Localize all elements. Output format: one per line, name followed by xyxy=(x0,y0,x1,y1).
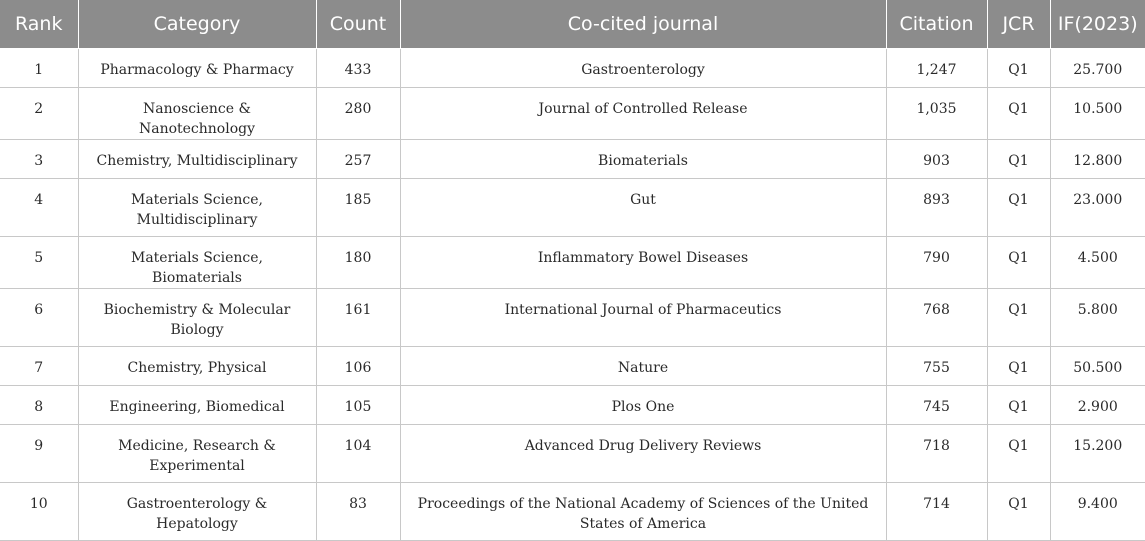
table-row xyxy=(0,139,1145,178)
cell-count: 105 xyxy=(316,385,400,424)
cell-journal: Plos One xyxy=(400,385,886,424)
cell-if: 12.800 xyxy=(1050,139,1145,178)
cell-category: Chemistry, Physical xyxy=(78,346,316,385)
cell-jcr: Q1 xyxy=(987,87,1050,139)
cell-jcr: Q1 xyxy=(987,424,1050,482)
cell-count: 280 xyxy=(316,87,400,139)
cell-count: 257 xyxy=(316,139,400,178)
cell-citation: 1,247 xyxy=(886,48,987,87)
cell-journal: Advanced Drug Delivery Reviews xyxy=(400,424,886,482)
cell-category: Medicine, Research & Experimental xyxy=(78,424,316,482)
cell-journal: International Journal of Pharmaceutics xyxy=(400,288,886,346)
table-row xyxy=(0,482,1145,540)
table-row xyxy=(0,385,1145,424)
header-if-2023: IF(2023) xyxy=(1050,0,1145,48)
table-row xyxy=(0,424,1145,482)
cell-citation: 714 xyxy=(886,482,987,540)
table-row xyxy=(0,87,1145,139)
cell-jcr: Q1 xyxy=(987,236,1050,288)
cell-rank: 1 xyxy=(0,48,78,87)
cell-citation: 718 xyxy=(886,424,987,482)
cell-citation: 893 xyxy=(886,178,987,236)
cell-if: 9.400 xyxy=(1050,482,1145,540)
cell-if: 2.900 xyxy=(1050,385,1145,424)
cell-if: 5.800 xyxy=(1050,288,1145,346)
cell-category: Pharmacology & Pharmacy xyxy=(78,48,316,87)
cell-category: Biochemistry & Molecular Biology xyxy=(78,288,316,346)
cell-jcr: Q1 xyxy=(987,482,1050,540)
cell-jcr: Q1 xyxy=(987,178,1050,236)
cell-if: 25.700 xyxy=(1050,48,1145,87)
cell-if: 10.500 xyxy=(1050,87,1145,139)
cell-journal: Biomaterials xyxy=(400,139,886,178)
cell-category: Chemistry, Multidisciplinary xyxy=(78,139,316,178)
cell-journal: Journal of Controlled Release xyxy=(400,87,886,139)
cell-count: 104 xyxy=(316,424,400,482)
cell-jcr: Q1 xyxy=(987,139,1050,178)
cell-category: Materials Science, Biomaterials xyxy=(78,236,316,288)
cell-rank: 2 xyxy=(0,87,78,139)
cell-if: 23.000 xyxy=(1050,178,1145,236)
cell-journal: Gut xyxy=(400,178,886,236)
table-row xyxy=(0,48,1145,87)
cell-citation: 903 xyxy=(886,139,987,178)
cell-rank: 7 xyxy=(0,346,78,385)
cell-if: 50.500 xyxy=(1050,346,1145,385)
cell-count: 180 xyxy=(316,236,400,288)
cell-category: Engineering, Biomedical xyxy=(78,385,316,424)
cell-citation: 1,035 xyxy=(886,87,987,139)
cell-rank: 5 xyxy=(0,236,78,288)
header-count: Count xyxy=(316,0,400,48)
header-category: Category xyxy=(78,0,316,48)
cell-citation: 745 xyxy=(886,385,987,424)
cell-count: 83 xyxy=(316,482,400,540)
cell-jcr: Q1 xyxy=(987,385,1050,424)
cell-count: 161 xyxy=(316,288,400,346)
header-row xyxy=(0,0,1145,48)
header-rank: Rank xyxy=(0,0,78,48)
cell-rank: 4 xyxy=(0,178,78,236)
cell-if: 15.200 xyxy=(1050,424,1145,482)
cell-count: 185 xyxy=(316,178,400,236)
cell-jcr: Q1 xyxy=(987,288,1050,346)
table-row xyxy=(0,236,1145,288)
cell-jcr: Q1 xyxy=(987,48,1050,87)
cell-rank: 6 xyxy=(0,288,78,346)
header-citation: Citation xyxy=(886,0,987,48)
cell-rank: 3 xyxy=(0,139,78,178)
cell-citation: 790 xyxy=(886,236,987,288)
header-jcr: JCR xyxy=(987,0,1050,48)
cell-category: Nanoscience & Nanotechnology xyxy=(78,87,316,139)
cell-category: Materials Science, Multidisciplinary xyxy=(78,178,316,236)
cell-rank: 8 xyxy=(0,385,78,424)
header-co-cited-journal: Co-cited journal xyxy=(400,0,886,48)
cell-rank: 10 xyxy=(0,482,78,540)
cell-journal: Nature xyxy=(400,346,886,385)
cell-if: 4.500 xyxy=(1050,236,1145,288)
cell-journal: Gastroenterology xyxy=(400,48,886,87)
cell-jcr: Q1 xyxy=(987,346,1050,385)
cell-count: 433 xyxy=(316,48,400,87)
cell-category: Gastroenterology & Hepatology xyxy=(78,482,316,540)
cell-citation: 755 xyxy=(886,346,987,385)
table-row xyxy=(0,288,1145,346)
cell-rank: 9 xyxy=(0,424,78,482)
cell-count: 106 xyxy=(316,346,400,385)
cell-journal: Proceedings of the National Academy of Sciences of the United States of America xyxy=(400,482,886,540)
table-row xyxy=(0,178,1145,236)
table-row xyxy=(0,346,1145,385)
cell-citation: 768 xyxy=(886,288,987,346)
cell-journal: Inflammatory Bowel Diseases xyxy=(400,236,886,288)
